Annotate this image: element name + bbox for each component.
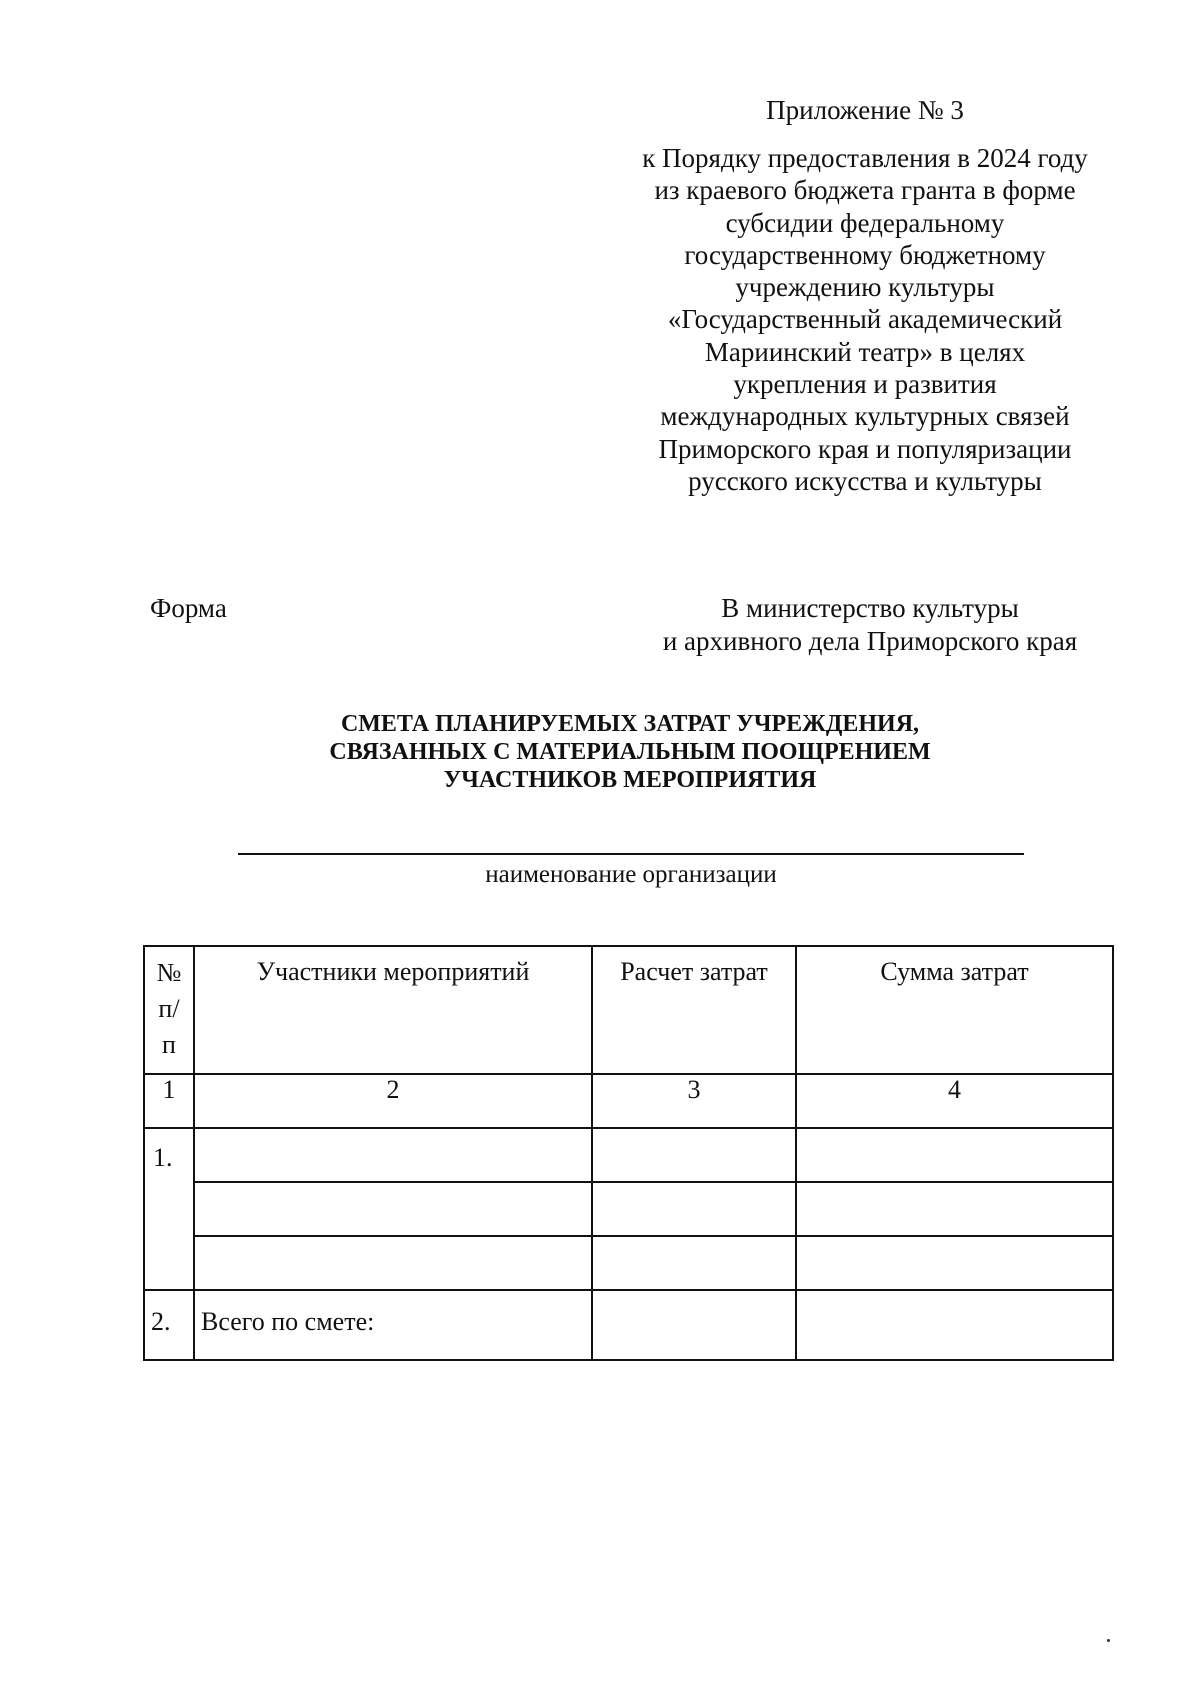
appendix-line: международных культурных связей [660, 401, 1070, 432]
appendix-line: субсидии федеральному [725, 207, 1005, 238]
calculation-cell[interactable] [592, 1128, 796, 1182]
row-number: 1. [144, 1128, 194, 1290]
organization-caption: наименование организации [485, 861, 777, 888]
row-number: 2. [144, 1290, 194, 1360]
amount-cell[interactable] [796, 1128, 1113, 1182]
addressee [640, 592, 1100, 658]
column-index: 4 [796, 1074, 1113, 1128]
appendix-line: русского искусства и культуры [688, 465, 1042, 496]
table-header-row [144, 946, 1113, 1074]
document-title-line-1: СМЕТА ПЛАНИРУЕМЫХ ЗАТРАТ УЧРЕЖДЕНИЯ, [340, 711, 920, 737]
scan-speck [1107, 1639, 1110, 1642]
estimate-table [143, 945, 1114, 1361]
header-number-line: п/ [158, 994, 180, 1023]
organization-name-line[interactable] [238, 853, 1024, 855]
document-title [250, 710, 1010, 794]
column-index: 3 [592, 1074, 796, 1128]
form-label: Форма [150, 593, 227, 623]
appendix-line: государственному бюджетному [684, 239, 1046, 270]
appendix-line: к Порядку предоставления в 2024 году [642, 143, 1088, 173]
amount-cell[interactable] [796, 1236, 1113, 1290]
column-index-row [144, 1074, 1113, 1128]
appendix-line: «Государственный академический [667, 304, 1063, 335]
appendix-line: Приморского края и популяризации [658, 433, 1072, 464]
column-index: 2 [194, 1074, 592, 1128]
header-number-line: № [156, 958, 182, 987]
total-label: Всего по смете: [194, 1290, 592, 1360]
appendix-title: Приложение № 3 [766, 95, 964, 125]
total-row [144, 1290, 1113, 1360]
table-row [144, 1128, 1113, 1182]
amount-cell[interactable] [796, 1182, 1113, 1236]
appendix-line: Мариинский театр» в целях [704, 336, 1026, 367]
appendix-line: учреждению культуры [735, 272, 995, 303]
appendix-description [630, 142, 1100, 497]
calculation-cell[interactable] [592, 1182, 796, 1236]
header-number-line: п [162, 1030, 176, 1059]
header-participants: Участники мероприятий [194, 946, 592, 1074]
total-calculation-cell[interactable] [592, 1290, 796, 1360]
header-amount: Сумма затрат [796, 946, 1113, 1074]
addressee-line-1: В министерство культуры [721, 593, 1019, 623]
appendix-line: из краевого бюджета гранта в форме [654, 175, 1076, 206]
calculation-cell[interactable] [592, 1236, 796, 1290]
table-row [144, 1236, 1113, 1290]
document-title-line-3: УЧАСТНИКОВ МЕРОПРИЯТИЯ [443, 767, 817, 793]
header-number [144, 946, 194, 1074]
addressee-line-2: и архивного дела Приморского края [662, 626, 1078, 656]
participant-cell[interactable] [194, 1182, 592, 1236]
column-index: 1 [144, 1074, 194, 1128]
appendix-line: укрепления и развития [733, 369, 997, 400]
participant-cell[interactable] [194, 1236, 592, 1290]
participant-cell[interactable] [194, 1128, 592, 1182]
header-calculation: Расчет затрат [592, 946, 796, 1074]
total-amount-cell[interactable] [796, 1290, 1113, 1360]
document-title-line-2: СВЯЗАННЫХ С МАТЕРИАЛЬНЫМ ПООЩРЕНИЕМ [329, 739, 931, 765]
table-row [144, 1182, 1113, 1236]
